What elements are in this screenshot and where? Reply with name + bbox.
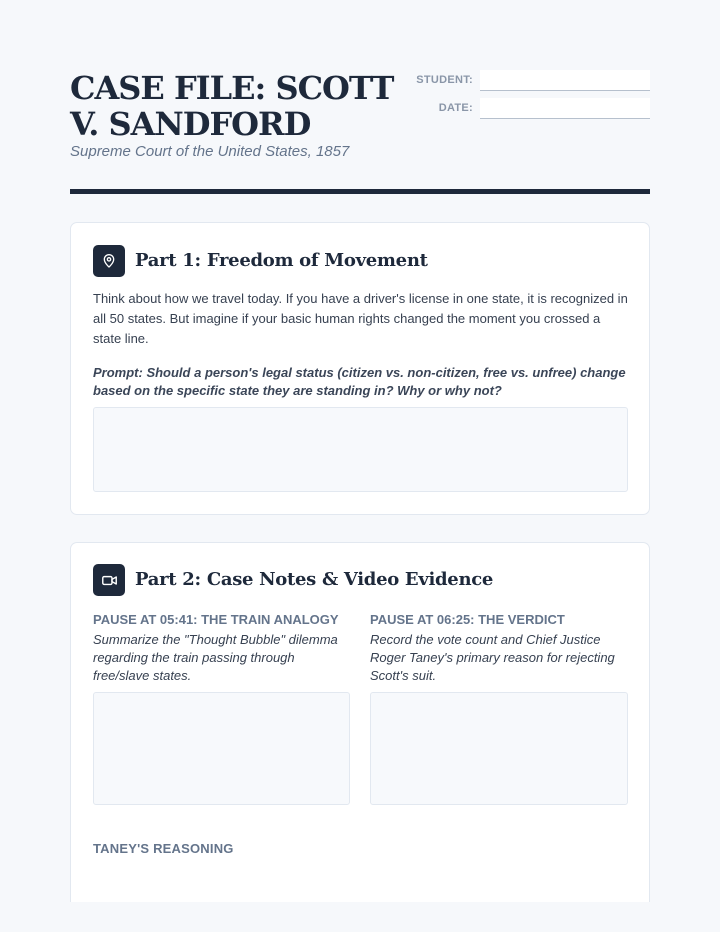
date-row <box>400 98 650 120</box>
map-pin-icon <box>93 245 125 277</box>
part2-card <box>70 542 650 902</box>
student-label: STUDENT: <box>416 74 473 86</box>
part1-card <box>70 222 650 515</box>
train-analogy-instructions: Summarize the "Thought Bubble" dilemma regarding the train passing through free/slave states. <box>93 632 338 683</box>
part1-answer-box[interactable] <box>93 407 628 492</box>
part1-prompt: Prompt: Should a person's legal status (citizen vs. non-citizen, free vs. unfree) change based on the specific state they are standing in? Why or why not? <box>93 365 626 398</box>
train-analogy-heading: PAUSE AT 05:41: THE TRAIN ANALOGY <box>93 612 339 627</box>
part1-intro: Think about how we travel today. If you have a driver's license in one state, it is recognized in all 50 states. But imagine if your basic human rights changed the moment you crossed a state line. <box>93 291 628 346</box>
video-camera-icon <box>93 564 125 596</box>
taney-reasoning-heading: TANEY'S REASONING <box>93 841 234 856</box>
student-name-input[interactable] <box>480 70 650 91</box>
page-title: CASE FILE: SCOTT V. SANDFORD <box>70 69 394 143</box>
date-label: DATE: <box>438 102 473 114</box>
page-subtitle: Supreme Court of the United States, 1857 <box>70 143 350 160</box>
part1-title: Part 1: Freedom of Movement <box>135 250 428 271</box>
date-input[interactable] <box>480 98 650 119</box>
verdict-instructions: Record the vote count and Chief Justice Roger Taney's primary reason for rejecting Scott's suit. <box>370 632 615 683</box>
part2-title: Part 2: Case Notes & Video Evidence <box>135 569 494 590</box>
verdict-answer-box[interactable] <box>370 692 628 805</box>
header-divider <box>70 189 650 194</box>
verdict-heading: PAUSE AT 06:25: THE VERDICT <box>370 612 565 627</box>
student-row <box>400 70 650 92</box>
train-analogy-answer-box[interactable] <box>93 692 350 805</box>
